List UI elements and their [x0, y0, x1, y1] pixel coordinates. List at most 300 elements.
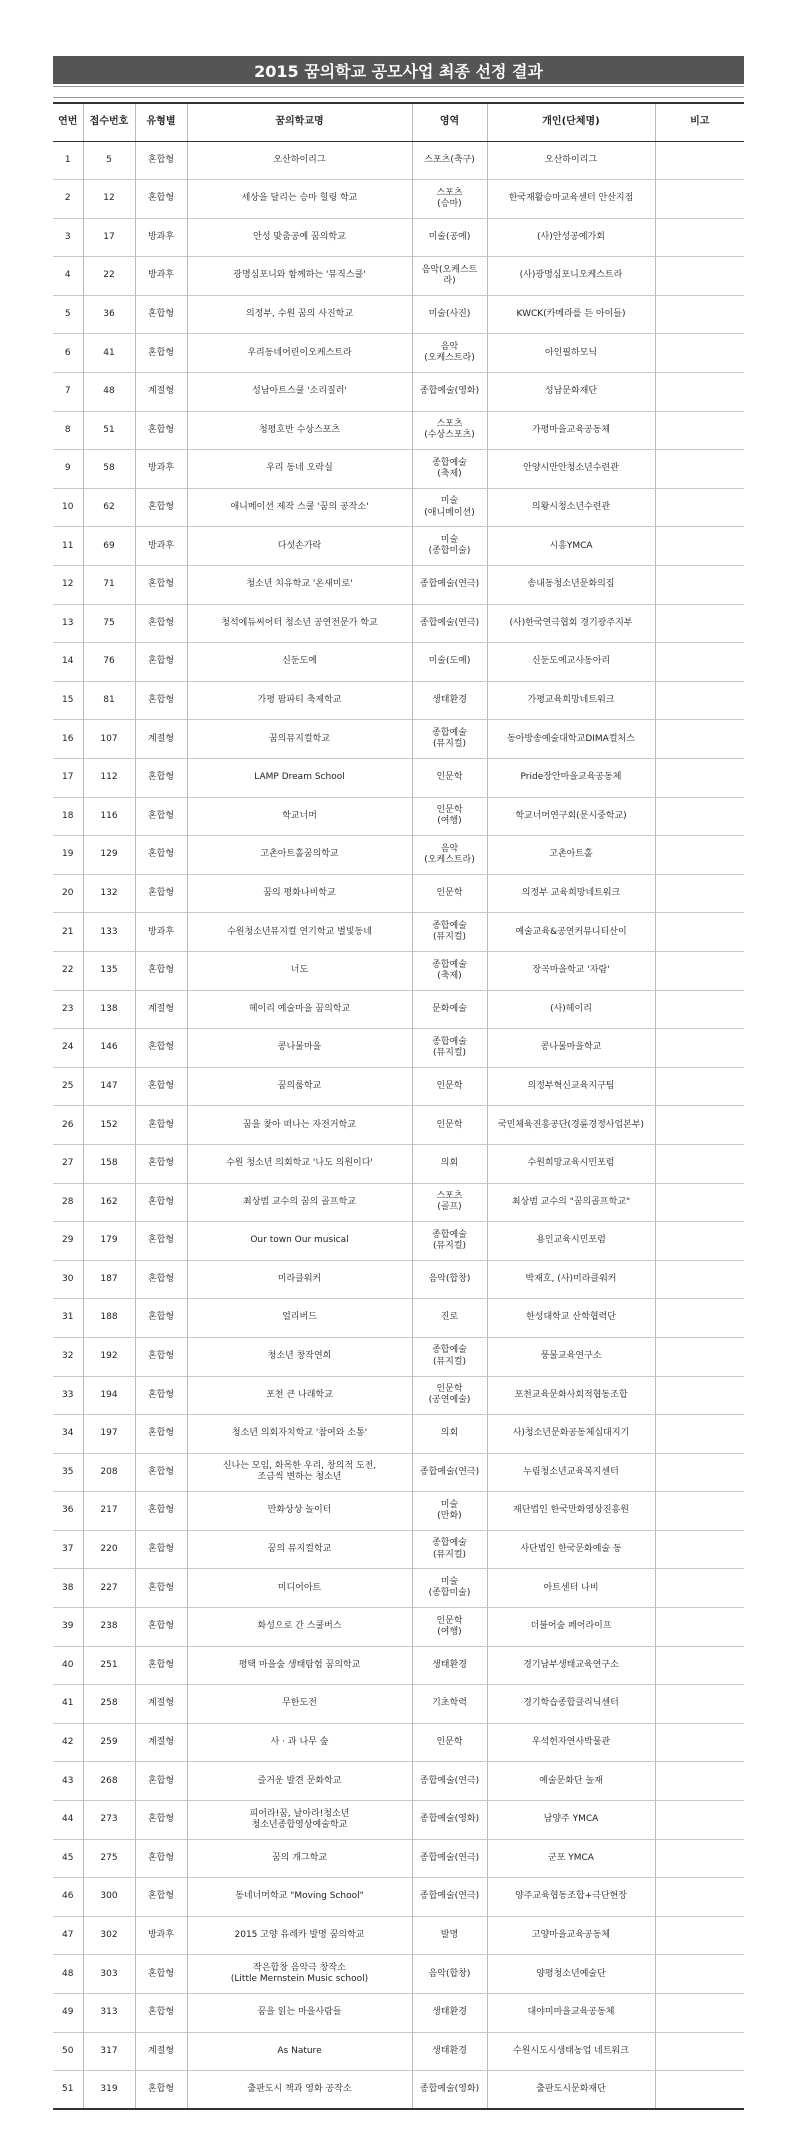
cell-org: 최상범 교수의 "꿈의골프학교" [487, 1183, 655, 1222]
cell-no: 33 [53, 1376, 83, 1415]
cell-type: 계절형 [135, 990, 187, 1029]
cell-note [655, 1415, 744, 1454]
cell-no: 17 [53, 759, 83, 798]
cell-no: 31 [53, 1299, 83, 1338]
cell-receipt: 5 [83, 141, 135, 180]
cell-area: 문화예술 [412, 990, 487, 1029]
cell-org: 재단법인 한국만화영상진흥원 [487, 1492, 655, 1531]
cell-no: 49 [53, 1994, 83, 2033]
cell-school: 미디어아트 [187, 1569, 412, 1608]
header-area: 영역 [412, 103, 487, 141]
cell-type: 혼합형 [135, 1955, 187, 1994]
cell-school: 가평 팜파티 축제학교 [187, 681, 412, 720]
cell-type: 혼합형 [135, 411, 187, 450]
cell-org: KWCK(카메라를 든 아이들) [487, 295, 655, 334]
cell-school: 고촌아트홀꿈의학교 [187, 836, 412, 875]
cell-type: 혼합형 [135, 2071, 187, 2110]
cell-org: 가평마을교육공동체 [487, 411, 655, 450]
cell-note [655, 1801, 744, 1840]
cell-org: 송내동청소년문화의집 [487, 566, 655, 605]
table-row [53, 681, 744, 720]
cell-no: 30 [53, 1260, 83, 1299]
cell-type: 방과후 [135, 257, 187, 296]
cell-area: 종합예술 (뮤지컬) [412, 1222, 487, 1261]
cell-type: 계절형 [135, 2032, 187, 2071]
cell-school: 사 · 과 나무 숲 [187, 1723, 412, 1762]
cell-no: 51 [53, 2071, 83, 2110]
cell-type: 혼합형 [135, 1878, 187, 1917]
cell-note [655, 1106, 744, 1145]
cell-school: 평택 마을숲 생태탐험 꿈의학교 [187, 1646, 412, 1685]
cell-school: 꿈의뮤지컬학교 [187, 720, 412, 759]
cell-org: 양평청소년예술단 [487, 1955, 655, 1994]
cell-no: 35 [53, 1453, 83, 1492]
cell-note [655, 2071, 744, 2110]
cell-receipt: 107 [83, 720, 135, 759]
cell-area: 음악(합창) [412, 1260, 487, 1299]
cell-org: 신둔도예교사동아리 [487, 643, 655, 682]
cell-note [655, 2032, 744, 2071]
cell-no: 32 [53, 1337, 83, 1376]
cell-type: 혼합형 [135, 1762, 187, 1801]
cell-receipt: 138 [83, 990, 135, 1029]
cell-school: 꿈을 찾아 떠나는 자전거학교 [187, 1106, 412, 1145]
cell-school: 너도 [187, 951, 412, 990]
cell-area: 생태환경 [412, 1646, 487, 1685]
cell-no: 9 [53, 450, 83, 489]
cell-org: 남양주 YMCA [487, 1801, 655, 1840]
cell-note [655, 1955, 744, 1994]
cell-note [655, 1530, 744, 1569]
cell-no: 43 [53, 1762, 83, 1801]
cell-org: 수원시도시생태농업 네트워크 [487, 2032, 655, 2071]
table-row [53, 1415, 744, 1454]
cell-school: 작은합창 음악극 창작소 (Little Mernstein Music school) [187, 1955, 412, 1994]
cell-receipt: 208 [83, 1453, 135, 1492]
cell-org: 용인교육시민포럼 [487, 1222, 655, 1261]
cell-type: 혼합형 [135, 1299, 187, 1338]
cell-org: 출판도시문화재단 [487, 2071, 655, 2110]
cell-school: Our town Our musical [187, 1222, 412, 1261]
cell-no: 22 [53, 951, 83, 990]
cell-area: 미술 (애니메이션) [412, 488, 487, 527]
title-divider [53, 86, 744, 98]
cell-area: 음악(오케스트 라) [412, 257, 487, 296]
header-org: 개인(단체명) [487, 103, 655, 141]
results-table [53, 102, 744, 2110]
cell-area: 기초학력 [412, 1685, 487, 1724]
table-row [53, 1608, 744, 1647]
header-type: 유형별 [135, 103, 187, 141]
table-row [53, 2032, 744, 2071]
cell-note [655, 1569, 744, 1608]
cell-note [655, 1183, 744, 1222]
cell-receipt: 197 [83, 1415, 135, 1454]
cell-note [655, 334, 744, 373]
cell-area: 인문학 (공연예술) [412, 1376, 487, 1415]
cell-area: 스포츠 (승마) [412, 180, 487, 219]
cell-type: 혼합형 [135, 1106, 187, 1145]
cell-no: 4 [53, 257, 83, 296]
table-row [53, 720, 744, 759]
cell-type: 혼합형 [135, 1222, 187, 1261]
cell-area: 종합예술(영화) [412, 373, 487, 412]
table-row [53, 759, 744, 798]
cell-area: 생태환경 [412, 2032, 487, 2071]
cell-no: 20 [53, 874, 83, 913]
cell-receipt: 71 [83, 566, 135, 605]
cell-note [655, 1144, 744, 1183]
cell-note [655, 1453, 744, 1492]
cell-no: 42 [53, 1723, 83, 1762]
cell-note [655, 180, 744, 219]
table-row [53, 1222, 744, 1261]
cell-area: 음악(합창) [412, 1955, 487, 1994]
cell-type: 혼합형 [135, 951, 187, 990]
cell-org: 양주교육협동조합+극단현장 [487, 1878, 655, 1917]
cell-no: 37 [53, 1530, 83, 1569]
cell-area: 종합예술 (축제) [412, 450, 487, 489]
cell-school: LAMP Dream School [187, 759, 412, 798]
cell-area: 인문학 [412, 1067, 487, 1106]
table-row [53, 566, 744, 605]
cell-area: 미술 (만화) [412, 1492, 487, 1531]
cell-org: 의정부혁신교육지구팀 [487, 1067, 655, 1106]
cell-org: 사단법인 한국문화예술 동 [487, 1530, 655, 1569]
cell-receipt: 194 [83, 1376, 135, 1415]
table-row [53, 1337, 744, 1376]
table-row [53, 1067, 744, 1106]
cell-receipt: 147 [83, 1067, 135, 1106]
cell-school: 청석에듀씨어터 청소년 공연전문가 학교 [187, 604, 412, 643]
cell-receipt: 76 [83, 643, 135, 682]
cell-school: 수원 청소년 의회학교 '나도 의원이다' [187, 1144, 412, 1183]
table-row [53, 1646, 744, 1685]
cell-no: 27 [53, 1144, 83, 1183]
cell-school: 신둔도예 [187, 643, 412, 682]
header-note: 비고 [655, 103, 744, 141]
cell-type: 혼합형 [135, 681, 187, 720]
cell-receipt: 69 [83, 527, 135, 566]
cell-org: 학교너머연구회(문시중학교) [487, 797, 655, 836]
cell-note [655, 450, 744, 489]
cell-school: 성남아트스쿨 '소리질러' [187, 373, 412, 412]
cell-school: 꿈의 뮤지컬학교 [187, 1530, 412, 1569]
cell-area: 생태환경 [412, 681, 487, 720]
cell-no: 41 [53, 1685, 83, 1724]
cell-receipt: 275 [83, 1839, 135, 1878]
cell-receipt: 300 [83, 1878, 135, 1917]
cell-no: 50 [53, 2032, 83, 2071]
cell-school: 꿈을 읽는 마을사람들 [187, 1994, 412, 2033]
cell-school: 수원청소년뮤지컬 연기학교 별빛동네 [187, 913, 412, 952]
cell-school: 무한도전 [187, 1685, 412, 1724]
cell-school: 콩나물마을 [187, 1029, 412, 1068]
table-row [53, 1839, 744, 1878]
table-row [53, 990, 744, 1029]
cell-note [655, 643, 744, 682]
cell-area: 종합예술(연극) [412, 1839, 487, 1878]
cell-area: 미술(공예) [412, 218, 487, 257]
cell-school: 포천 큰 나래학교 [187, 1376, 412, 1415]
cell-receipt: 319 [83, 2071, 135, 2110]
cell-org: 더불어숲 페어라이프 [487, 1608, 655, 1647]
cell-note [655, 681, 744, 720]
cell-org: 경기남부생태교육연구소 [487, 1646, 655, 1685]
table-row [53, 218, 744, 257]
cell-note [655, 1646, 744, 1685]
cell-org: (사)한국연극협회 경기광주지부 [487, 604, 655, 643]
cell-type: 혼합형 [135, 1260, 187, 1299]
table-row [53, 836, 744, 875]
cell-area: 미술 (종합미술) [412, 1569, 487, 1608]
cell-area: 종합예술 (뮤지컬) [412, 913, 487, 952]
cell-receipt: 75 [83, 604, 135, 643]
cell-type: 혼합형 [135, 1994, 187, 2033]
cell-no: 23 [53, 990, 83, 1029]
table-row [53, 373, 744, 412]
cell-org: 장곡마을학교 '자람' [487, 951, 655, 990]
cell-school: 동네너머학교 "Moving School" [187, 1878, 412, 1917]
cell-type: 혼합형 [135, 1144, 187, 1183]
cell-no: 19 [53, 836, 83, 875]
cell-receipt: 22 [83, 257, 135, 296]
cell-type: 방과후 [135, 1916, 187, 1955]
cell-no: 2 [53, 180, 83, 219]
cell-no: 45 [53, 1839, 83, 1878]
cell-receipt: 17 [83, 218, 135, 257]
table-row [53, 604, 744, 643]
table-row [53, 1994, 744, 2033]
cell-area: 인문학 [412, 1106, 487, 1145]
cell-school: 오산하이리그 [187, 141, 412, 180]
table-row [53, 1376, 744, 1415]
cell-type: 혼합형 [135, 1029, 187, 1068]
cell-type: 혼합형 [135, 604, 187, 643]
cell-area: 종합예술(연극) [412, 566, 487, 605]
cell-receipt: 129 [83, 836, 135, 875]
cell-no: 47 [53, 1916, 83, 1955]
cell-note [655, 1376, 744, 1415]
cell-receipt: 179 [83, 1222, 135, 1261]
cell-note [655, 1029, 744, 1068]
table-row [53, 527, 744, 566]
table-row [53, 1144, 744, 1183]
cell-type: 혼합형 [135, 874, 187, 913]
table-row [53, 1762, 744, 1801]
table-row [53, 1183, 744, 1222]
cell-type: 혼합형 [135, 141, 187, 180]
cell-no: 40 [53, 1646, 83, 1685]
cell-receipt: 303 [83, 1955, 135, 1994]
cell-school: 꿈의 평화나비학교 [187, 874, 412, 913]
cell-type: 혼합형 [135, 1183, 187, 1222]
cell-note [655, 1839, 744, 1878]
cell-type: 혼합형 [135, 488, 187, 527]
cell-no: 3 [53, 218, 83, 257]
cell-note [655, 951, 744, 990]
cell-no: 12 [53, 566, 83, 605]
cell-org: 아인필하모닉 [487, 334, 655, 373]
table-row [53, 951, 744, 990]
cell-no: 38 [53, 1569, 83, 1608]
cell-area: 종합예술(영화) [412, 2071, 487, 2110]
cell-org: Pride장안마을교육공동체 [487, 759, 655, 798]
cell-note [655, 1260, 744, 1299]
page-title: 2015 꿈의학교 공모사업 최종 선정 결과 [53, 56, 744, 84]
cell-area: 인문학 [412, 874, 487, 913]
cell-type: 혼합형 [135, 1376, 187, 1415]
cell-type: 혼합형 [135, 1415, 187, 1454]
cell-type: 혼합형 [135, 1492, 187, 1531]
cell-receipt: 220 [83, 1530, 135, 1569]
cell-school: 우리 동네 오락실 [187, 450, 412, 489]
cell-area: 스포츠 (골프) [412, 1183, 487, 1222]
cell-no: 25 [53, 1067, 83, 1106]
cell-school: 피어라!꿈, 날아라!청소년 청소년종합영상예술학교 [187, 1801, 412, 1840]
cell-no: 29 [53, 1222, 83, 1261]
cell-receipt: 58 [83, 450, 135, 489]
cell-receipt: 313 [83, 1994, 135, 2033]
table-row [53, 1029, 744, 1068]
cell-note [655, 1994, 744, 2033]
cell-type: 혼합형 [135, 1337, 187, 1376]
table-row [53, 1453, 744, 1492]
cell-receipt: 238 [83, 1608, 135, 1647]
cell-type: 혼합형 [135, 759, 187, 798]
cell-no: 24 [53, 1029, 83, 1068]
cell-school: 안성 맞춤공예 꿈의학교 [187, 218, 412, 257]
cell-note [655, 373, 744, 412]
cell-note [655, 990, 744, 1029]
table-row [53, 141, 744, 180]
header-school: 꿈의학교명 [187, 103, 412, 141]
cell-receipt: 302 [83, 1916, 135, 1955]
cell-org: 시흥YMCA [487, 527, 655, 566]
cell-receipt: 192 [83, 1337, 135, 1376]
cell-receipt: 135 [83, 951, 135, 990]
cell-school: 미라클워커 [187, 1260, 412, 1299]
header-row [53, 103, 744, 141]
cell-note [655, 874, 744, 913]
cell-area: 종합예술(연극) [412, 604, 487, 643]
cell-org: 국민체육진흥공단(경륜경정사업본부) [487, 1106, 655, 1145]
cell-note [655, 1608, 744, 1647]
cell-no: 21 [53, 913, 83, 952]
cell-type: 혼합형 [135, 180, 187, 219]
cell-area: 종합예술(연극) [412, 1878, 487, 1917]
table-row [53, 1530, 744, 1569]
cell-school: As Nature [187, 2032, 412, 2071]
cell-receipt: 48 [83, 373, 135, 412]
cell-type: 혼합형 [135, 295, 187, 334]
cell-receipt: 36 [83, 295, 135, 334]
cell-note [655, 1762, 744, 1801]
cell-school: 청평호반 수상스포츠 [187, 411, 412, 450]
cell-type: 계절형 [135, 1723, 187, 1762]
cell-no: 15 [53, 681, 83, 720]
cell-note [655, 1492, 744, 1531]
cell-no: 46 [53, 1878, 83, 1917]
cell-no: 1 [53, 141, 83, 180]
table-row [53, 1106, 744, 1145]
cell-note [655, 759, 744, 798]
cell-org: 의왕시청소년수련관 [487, 488, 655, 527]
cell-no: 26 [53, 1106, 83, 1145]
cell-school: 신나는 모임, 화목한 우리, 창의적 도전, 조금씩 변하는 청소년 [187, 1453, 412, 1492]
cell-area: 종합예술 (뮤지컬) [412, 1029, 487, 1068]
cell-note [655, 1299, 744, 1338]
cell-school: 학교너머 [187, 797, 412, 836]
cell-school: 우리동네어린이오케스트라 [187, 334, 412, 373]
cell-receipt: 81 [83, 681, 135, 720]
cell-area: 스포츠(축구) [412, 141, 487, 180]
table-row [53, 1801, 744, 1840]
cell-school: 애니메이션 제작 스쿨 '꿈의 공작소' [187, 488, 412, 527]
cell-area: 발명 [412, 1916, 487, 1955]
cell-note [655, 604, 744, 643]
cell-school: 광명심포니와 함께하는 '뮤직스쿨' [187, 257, 412, 296]
cell-org: 오산하이리그 [487, 141, 655, 180]
cell-note [655, 1723, 744, 1762]
cell-receipt: 162 [83, 1183, 135, 1222]
cell-org: 한성대학교 산학협력단 [487, 1299, 655, 1338]
cell-org: (사)안성공예가회 [487, 218, 655, 257]
cell-school: 청소년 창작연희 [187, 1337, 412, 1376]
cell-receipt: 273 [83, 1801, 135, 1840]
cell-no: 8 [53, 411, 83, 450]
cell-org: 한국재활승마교육센터 안산지점 [487, 180, 655, 219]
cell-school: 헤이리 예술마을 꿈의학교 [187, 990, 412, 1029]
cell-area: 의회 [412, 1415, 487, 1454]
cell-area: 종합예술 (뮤지컬) [412, 720, 487, 759]
header-receipt: 접수번호 [83, 103, 135, 141]
cell-note [655, 295, 744, 334]
table-row [53, 1569, 744, 1608]
cell-org: 풍물교육연구소 [487, 1337, 655, 1376]
cell-org: 아트센터 나비 [487, 1569, 655, 1608]
cell-area: 스포츠 (수상스포츠) [412, 411, 487, 450]
cell-receipt: 51 [83, 411, 135, 450]
cell-org: (사)광명심포니오케스트라 [487, 257, 655, 296]
table-row [53, 1299, 744, 1338]
cell-type: 혼합형 [135, 1801, 187, 1840]
cell-no: 10 [53, 488, 83, 527]
cell-type: 혼합형 [135, 1569, 187, 1608]
cell-receipt: 116 [83, 797, 135, 836]
cell-receipt: 146 [83, 1029, 135, 1068]
cell-receipt: 133 [83, 913, 135, 952]
cell-school: 출판도시 책과 영화 공작소 [187, 2071, 412, 2110]
cell-area: 인문학 (여행) [412, 1608, 487, 1647]
table-row [53, 1955, 744, 1994]
table-row [53, 1878, 744, 1917]
cell-school: 꿈의룸학교 [187, 1067, 412, 1106]
cell-type: 혼합형 [135, 1608, 187, 1647]
table-row [53, 1260, 744, 1299]
table-row [53, 1492, 744, 1531]
cell-type: 방과후 [135, 913, 187, 952]
cell-org: 예술문화단 놀재 [487, 1762, 655, 1801]
cell-no: 18 [53, 797, 83, 836]
cell-note [655, 1685, 744, 1724]
cell-school: 최상범 교수의 꿈의 골프학교 [187, 1183, 412, 1222]
cell-org: 안양시만안청소년수련관 [487, 450, 655, 489]
cell-type: 혼합형 [135, 836, 187, 875]
table-row [53, 1685, 744, 1724]
cell-org: 군포 YMCA [487, 1839, 655, 1878]
cell-receipt: 258 [83, 1685, 135, 1724]
